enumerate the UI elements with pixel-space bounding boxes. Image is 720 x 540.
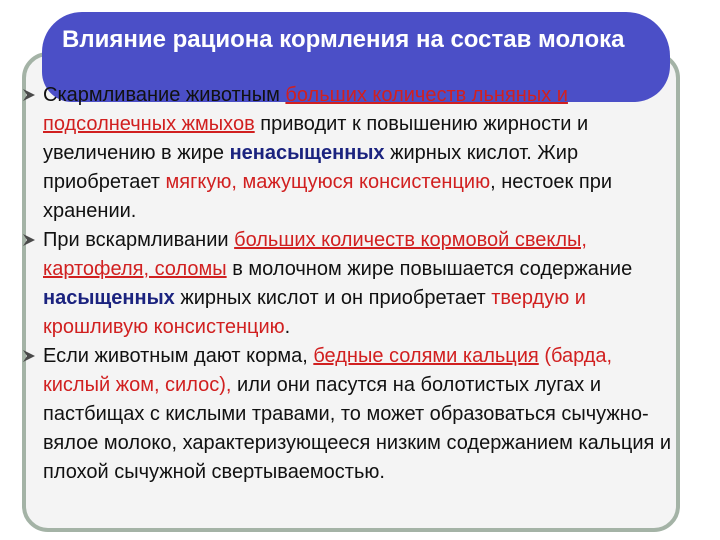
slide-title: Влияние рациона кормления на состав молока	[62, 26, 625, 53]
highlight-blue: ненасыщенных	[229, 142, 385, 164]
text-segment: или они пасутся на болотистых лугах и пастбищах с кислыми травами, то может образоваться сычужно-вялое молоко, характеризующееся низким содержанием кальция и плохой сычужной свертываемостью.	[43, 374, 672, 483]
highlight-red: твердую и крошливую консистенцию	[43, 287, 586, 338]
text-segment: приводит к повышению жирности и увеличению в жире	[43, 113, 589, 164]
bullet-item	[22, 342, 682, 487]
text-segment: , нестоек при хранении.	[43, 171, 612, 222]
highlight-red: мягкую, мажущуюся консистенцию	[165, 171, 491, 193]
highlight-blue: насыщенных	[43, 287, 175, 309]
arrowhead-bullet-icon	[22, 233, 36, 247]
arrowhead-bullet-icon	[22, 349, 36, 363]
text-segment: Скармливание животным	[43, 84, 286, 106]
bullet-list	[22, 81, 682, 487]
bullet-item	[22, 226, 682, 342]
highlight-red-underlined: больших количеств льняных и подсолнечных жмыхов	[43, 84, 568, 135]
highlight-red: (барда, кислый жом, силос),	[43, 345, 613, 396]
text-segment: жирных кислот и он приобретает	[174, 287, 492, 309]
text-segment: жирных кислот. Жир приобретает	[43, 142, 579, 193]
highlight-red-underlined: бедные солями кальция	[313, 345, 539, 367]
text-segment: При вскармливании	[43, 229, 235, 251]
arrowhead-bullet-icon	[22, 88, 36, 102]
text-segment: .	[284, 316, 291, 338]
bullet-item	[22, 81, 682, 226]
highlight-red-underlined: больших количеств кормовой свеклы, картофеля, соломы	[43, 229, 587, 280]
text-segment: Если животным дают корма,	[43, 345, 314, 367]
text-segment: в молочном жире повышается содержание	[226, 258, 633, 280]
